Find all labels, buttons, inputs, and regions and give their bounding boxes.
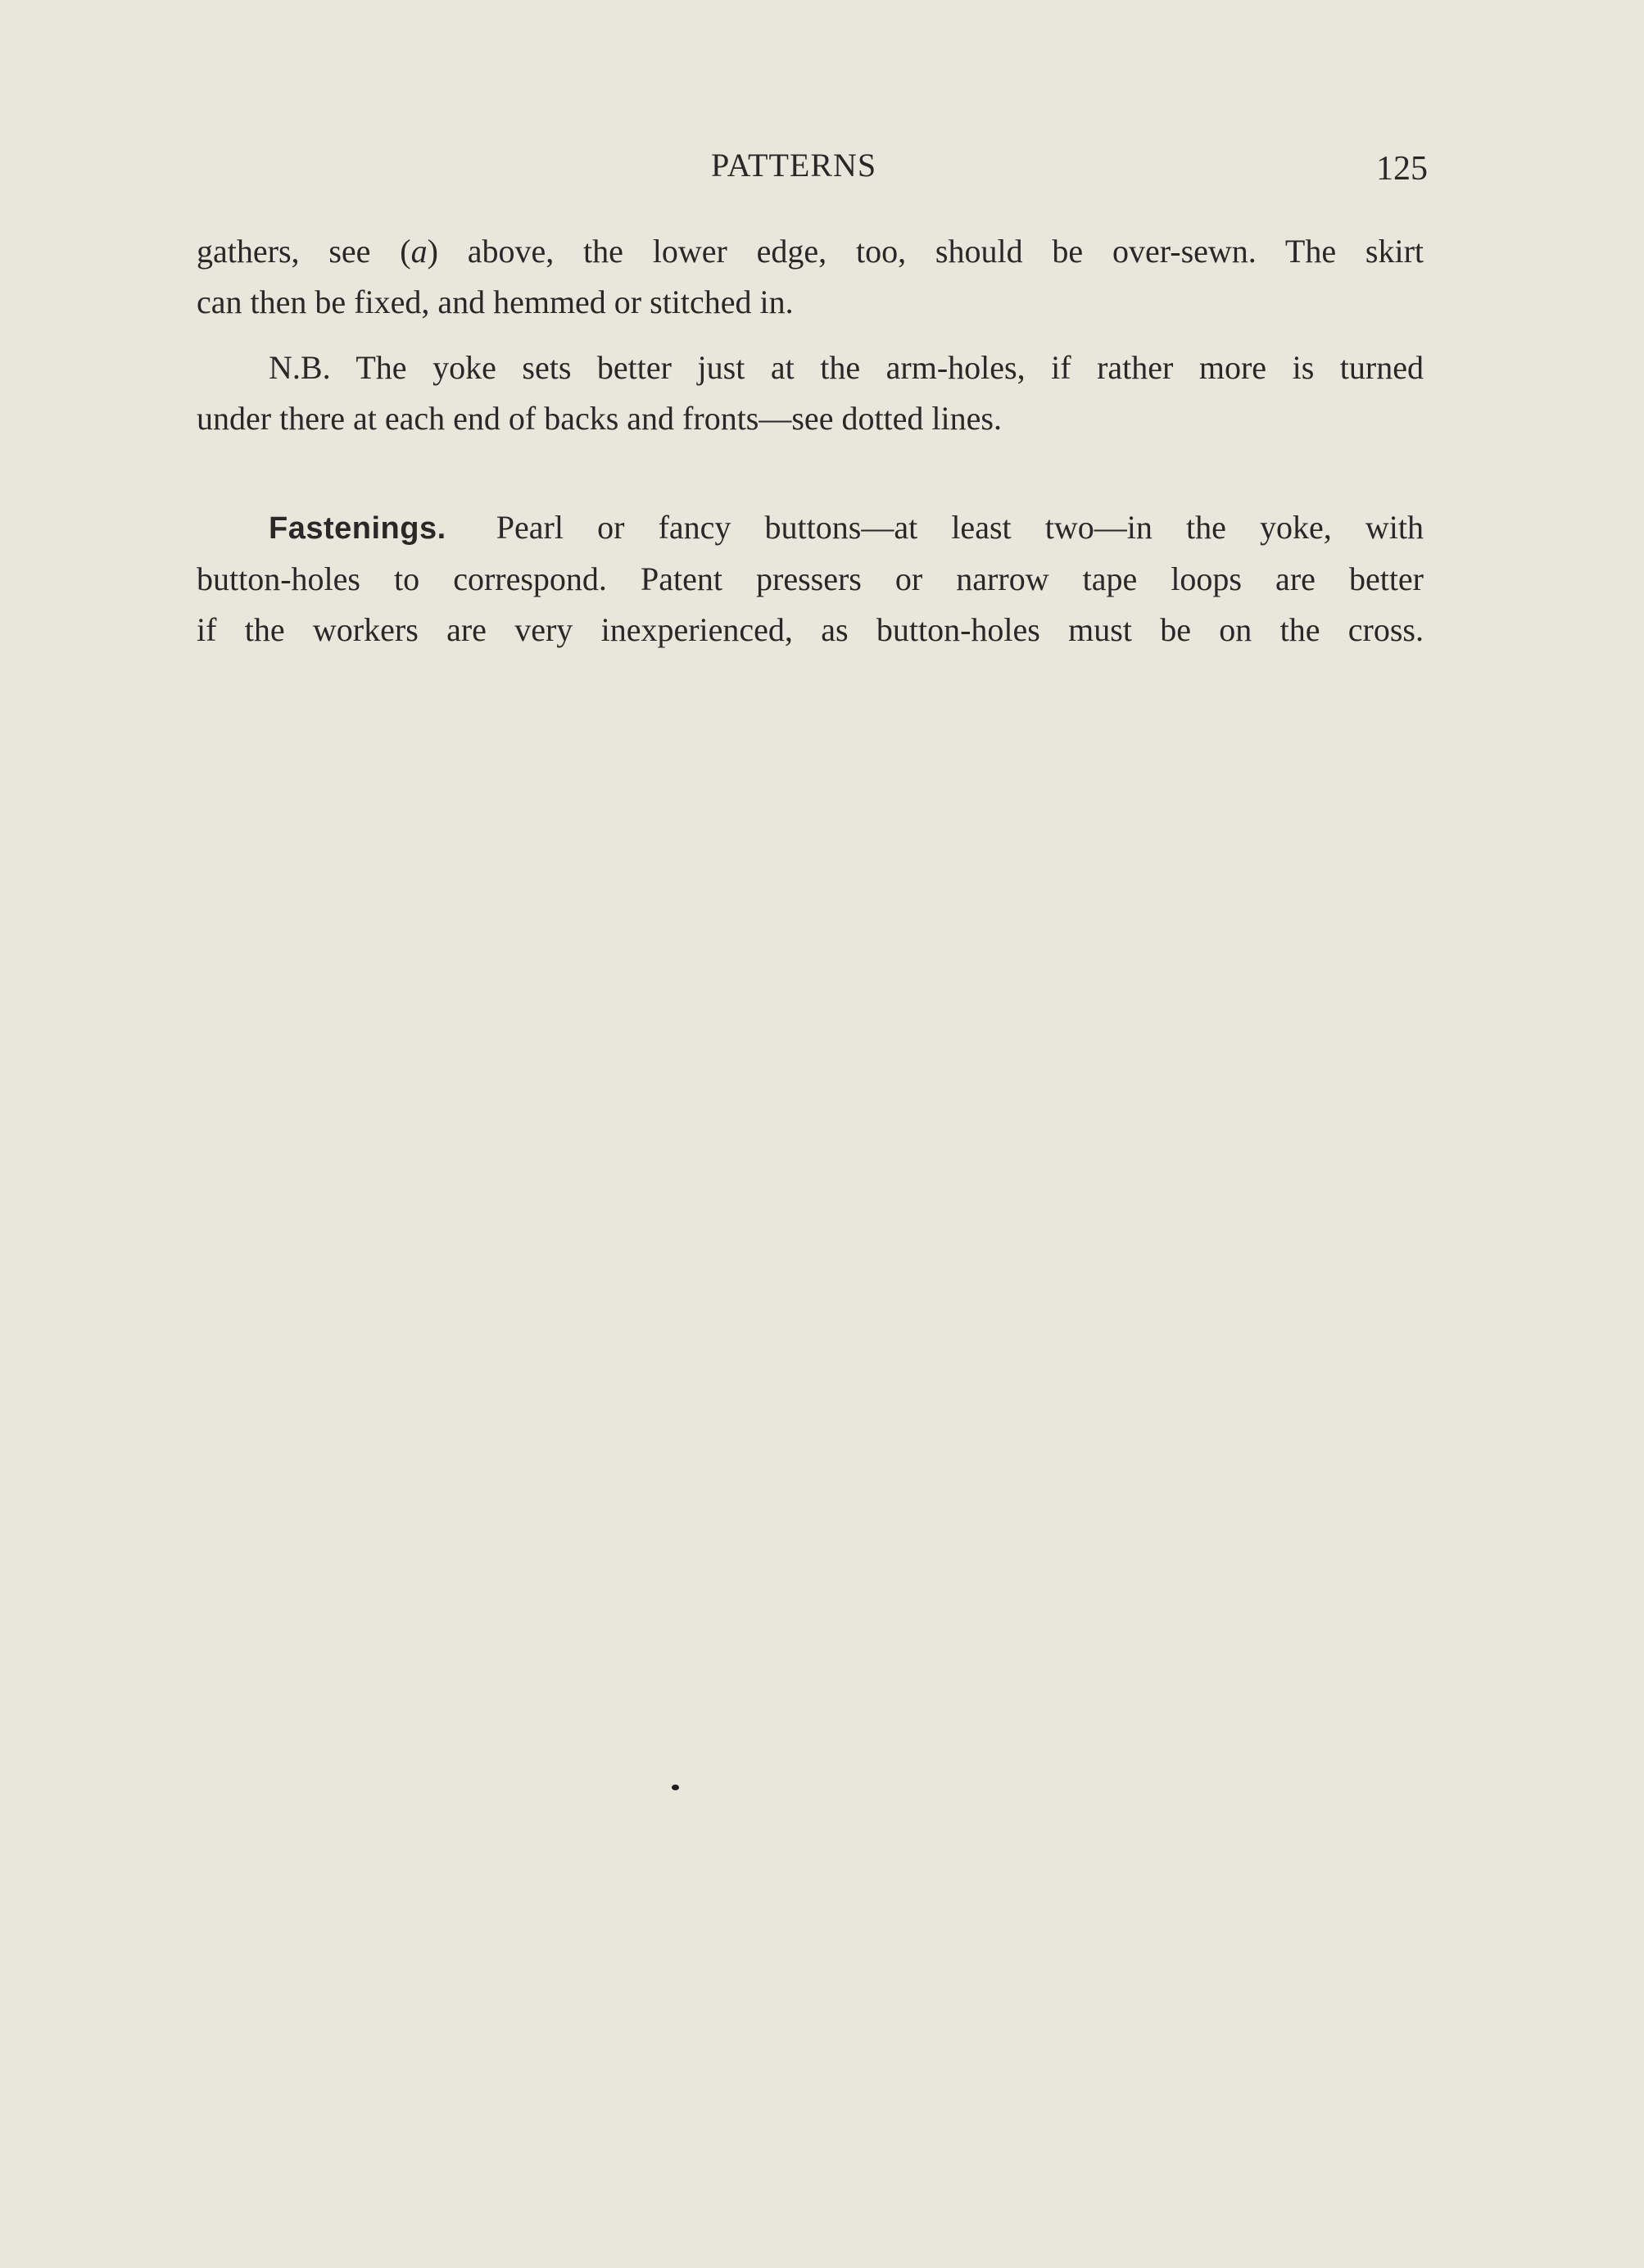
italic-letter: a bbox=[410, 233, 428, 270]
text-line: if the workers are very inexperienced, as button-holes must be on the cross. bbox=[197, 611, 1424, 648]
section-lead-heading: Fastenings. bbox=[269, 511, 446, 546]
paragraph-nb-note bbox=[197, 342, 1424, 444]
text-run: Pearl or fancy buttons—at least two—in the yoke, with bbox=[496, 509, 1424, 546]
paragraph-gathers bbox=[197, 226, 1424, 328]
text-line: under there at each end of backs and fronts—see dotted lines. bbox=[197, 400, 1002, 437]
text-run: ) above, the lower edge, too, should be over-sewn. The skirt bbox=[427, 233, 1424, 270]
text-line: button-holes to correspond. Patent pressers or narrow tape loops are better bbox=[197, 560, 1424, 597]
text-line bbox=[197, 502, 1424, 554]
ink-speck bbox=[672, 1785, 679, 1790]
text-line: N.B. The yoke sets better just at the arm-holes, if rather more is turned bbox=[269, 349, 1424, 386]
text-line: can then be fixed, and hemmed or stitched in. bbox=[197, 284, 794, 320]
page-number: 125 bbox=[1376, 150, 1428, 188]
running-head-title: PATTERNS bbox=[711, 147, 877, 184]
paragraph-fastenings bbox=[197, 502, 1424, 655]
text-run: gathers, see ( bbox=[197, 233, 411, 270]
text-line bbox=[197, 226, 1424, 277]
